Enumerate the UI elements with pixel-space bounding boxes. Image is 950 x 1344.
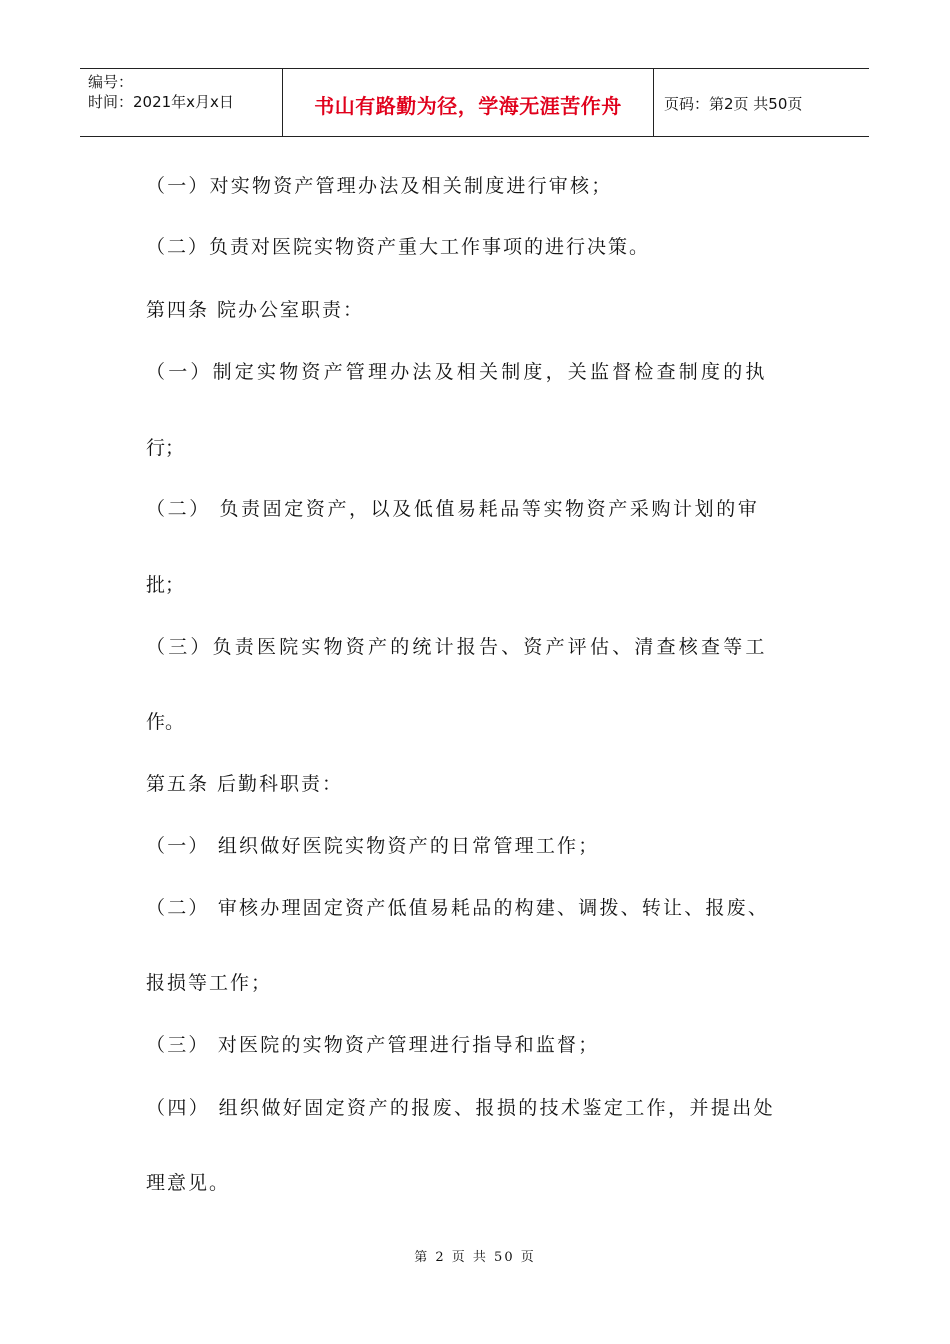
body-line: 理意见。 (146, 1172, 231, 1194)
page-header (80, 68, 869, 137)
body-line: 行； (146, 437, 185, 459)
body-line: （四） 组织做好固定资产的报废、报损的技术鉴定工作，并提出处 (146, 1097, 776, 1119)
time-label: 时间：2021年x月x日 (88, 93, 234, 111)
header-page-cell (654, 69, 869, 136)
body-line: （二） 审核办理固定资产低值易耗品的构建、调拨、转让、报废、 (146, 897, 770, 919)
article-heading: 第四条 院办公室职责： (146, 299, 365, 321)
body-line: （三）负责医院实物资产的统计报告、资产评估、清查核查等工 (146, 636, 768, 658)
body-line: （一）对实物资产管理办法及相关制度进行审核； (146, 175, 613, 197)
body-line: 作。 (146, 711, 185, 733)
body-line: （三） 对医院的实物资产管理进行指导和监督； (146, 1034, 600, 1056)
body-line: 批； (146, 574, 185, 596)
page-label: 页码：第2页 共50页 (664, 95, 803, 113)
page-footer: 第 2 页 共 50 页 (414, 1250, 536, 1265)
body-line: （二） 负责固定资产，以及低值易耗品等实物资产采购计划的审 (146, 498, 760, 520)
number-label: 编号： (88, 73, 134, 91)
body-line: （一）制定实物资产管理办法及相关制度，关监督检查制度的执 (146, 361, 768, 383)
body-line: 报损等工作； (146, 972, 273, 994)
header-meta (80, 69, 283, 136)
body-line: （二）负责对医院实物资产重大工作事项的进行决策。 (146, 236, 651, 258)
motto-text: 书山有路勤为径，学海无涯苦作舟 (314, 94, 622, 118)
header-motto-cell (283, 69, 654, 136)
article-heading: 第五条 后勤科职责： (146, 773, 344, 795)
body-line: （一） 组织做好医院实物资产的日常管理工作； (146, 835, 600, 857)
